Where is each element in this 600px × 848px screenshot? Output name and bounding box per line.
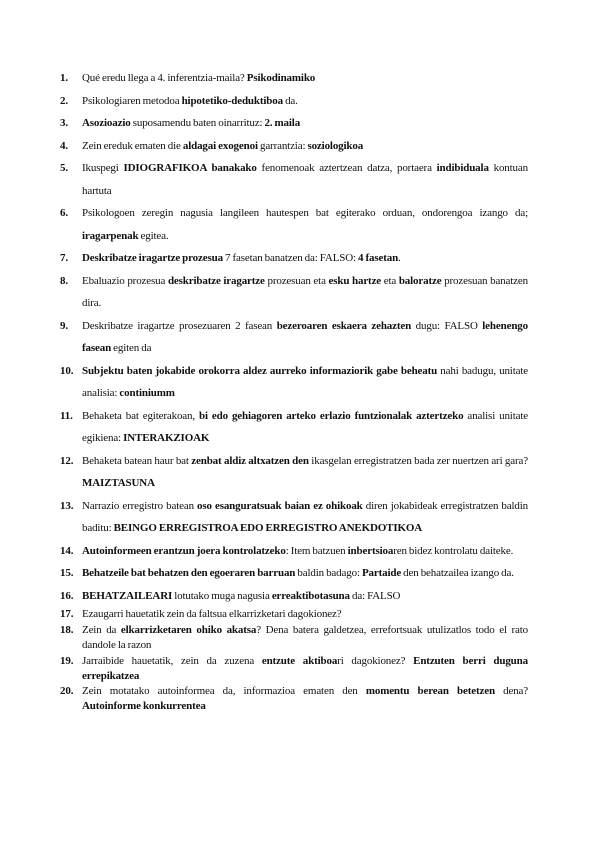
text-segment: : Item batzuen (285, 544, 348, 557)
text-segment: analisi unitate egikiena: (82, 409, 528, 444)
text-segment: ri dagokionez? (337, 654, 414, 667)
bold-answer-text: soziologikoa (307, 139, 364, 152)
text-segment: prozesuan eta (264, 274, 329, 287)
question-text (82, 624, 528, 652)
bold-answer-text: Subjektu baten jokabide orokorra aldez aurreko informaziorik gabe beheatu (82, 364, 438, 377)
question-number: 4. (60, 139, 68, 152)
question-item (60, 495, 528, 540)
text-segment: fenomenoak aztertzean datza, portaera (256, 162, 437, 174)
bold-answer-text: Psikodinamiko (246, 72, 316, 84)
text-segment: ikasgelan erregistratzen bada zer nuertzen ari gara? (308, 454, 528, 467)
bold-answer-text: Asozioazio (82, 117, 131, 129)
question-text (82, 455, 528, 490)
question-text (82, 162, 528, 197)
text-segment: Narrazio erregistro batean (82, 499, 198, 512)
bold-answer-text: baloratze (398, 274, 442, 287)
text-segment: kontuan hartuta (82, 162, 528, 197)
bold-answer-text: Behatzeile bat behatzen den egoeraren barruan (82, 567, 296, 579)
question-number: 20. (60, 684, 74, 697)
bold-answer-text: esku hartze (328, 274, 382, 287)
question-number: 17. (60, 608, 74, 620)
text-segment: Zein motatako autoinformea da, informazioa ematen den (82, 684, 366, 697)
text-segment: suposamendu baten oinarrituz: (130, 117, 265, 129)
bold-answer-text: bi edo gehiagoren arteko erlazio funtzionalak aztertzeko (199, 409, 464, 422)
text-segment: da: FALSO (349, 589, 401, 602)
text-segment: Psikologiaren metodoa (82, 94, 182, 107)
question-text (82, 207, 528, 242)
text-segment: eta (381, 274, 399, 287)
bold-answer-text: zenbat aldiz altxatzen den (191, 454, 309, 467)
text-segment: Ebaluazio prozesua (82, 274, 168, 287)
question-number: 5. (60, 162, 68, 174)
bold-answer-text: continiumm (119, 387, 175, 399)
text-segment: Zein da (82, 623, 121, 636)
text-segment: da. (282, 94, 298, 107)
bold-answer-text: indibiduala (436, 162, 489, 174)
bold-answer-text: elkarrizketaren ohiko akatsa (120, 623, 257, 636)
bold-answer-text: Deskribatze iragartze prozesua (82, 252, 223, 264)
question-item (60, 157, 528, 202)
bold-answer-text: Autoinformeen erantzun joera kontrolatzeko (82, 544, 286, 557)
text-segment: Zein ereduk ematen die (82, 139, 183, 152)
question-number: 18. (60, 623, 74, 636)
text-segment: 7 fasetan banatzen da: FALSO: (222, 252, 359, 264)
question-number: 16. (60, 589, 74, 602)
question-text (82, 365, 528, 400)
bold-answer-text: iragarpenak (82, 229, 139, 242)
text-segment: ? Dena batera galdetzea, errefortsuak utulizatlos todo el rato dandole la razon (82, 623, 528, 651)
question-number: 19. (60, 654, 74, 667)
text-segment: Behaketa bat egiterakoan, (82, 409, 199, 422)
bold-answer-text: deskribatze iragartze (167, 274, 265, 287)
text-segment: Behaketa batean haur bat (82, 454, 192, 467)
bold-answer-text: INTERAKZIOAK (123, 432, 210, 444)
question-item (60, 90, 528, 113)
text-segment: prozesuan banatzen dira. (82, 274, 528, 309)
question-item (60, 540, 528, 563)
question-number: 7. (60, 252, 68, 264)
question-item (60, 360, 528, 405)
question-number: 8. (60, 274, 68, 287)
question-item (60, 270, 528, 315)
question-text (82, 117, 300, 129)
question-item (60, 562, 528, 585)
question-text (82, 500, 528, 535)
text-segment: egitea. (138, 229, 169, 242)
bold-answer-text: entzute aktiboa (261, 654, 338, 667)
question-text (82, 545, 513, 557)
question-item (60, 247, 528, 270)
text-segment: Qué eredu llega a 4. inferentzia-maila? (82, 72, 247, 84)
bold-answer-text: BEHATZAILEARI (82, 589, 173, 602)
text-segment: Ezaugarri hauetatik zein da faltsua elkarrizketari dagokionez? (82, 608, 342, 620)
text-segment: nahi badugu, unitate analisia: (82, 364, 528, 399)
question-number: 12. (60, 454, 74, 467)
bold-answer-text: 4 fasetan (358, 252, 399, 264)
text-segment: Psikologoen zeregin nagusia langileen hautespen bat egiterako orduan, ondorengoa izango da; (82, 207, 528, 219)
bold-answer-text: lehenengo fasean (82, 319, 528, 354)
text-segment: . (398, 252, 401, 264)
text-segment: lotutako muga nagusia (172, 589, 272, 602)
question-number: 6. (60, 207, 68, 219)
question-list (60, 67, 528, 714)
question-number: 14. (60, 544, 74, 557)
question-text (82, 72, 315, 84)
question-text (82, 655, 528, 682)
text-segment: dena? (494, 684, 528, 697)
question-number: 11. (60, 409, 73, 422)
bold-answer-text: Autoinforme konkurrentea (82, 699, 206, 712)
text-segment: garrantzia: (257, 139, 308, 152)
text-segment: baldin badago: (295, 567, 362, 579)
bold-answer-text: bezeroaren eskaera zehazten (276, 319, 412, 332)
question-text (82, 140, 363, 152)
question-item (60, 450, 528, 495)
bold-answer-text: oso esanguratsuak baian ez ohikoak (197, 499, 363, 512)
text-segment: den behatzailea izango da. (401, 567, 514, 579)
question-item (60, 654, 528, 684)
question-item (60, 202, 528, 247)
bold-answer-text: Entzuten berri duguna errepikatzea (82, 654, 528, 682)
text-segment: ren bidez kontrolatu daiteke. (393, 544, 514, 557)
text-segment: egiten da (111, 342, 152, 354)
question-text (82, 410, 528, 445)
question-number: 13. (60, 499, 74, 512)
question-text (82, 252, 401, 264)
bold-answer-text: momentu berean betetzen (365, 684, 495, 697)
question-text (82, 590, 400, 602)
question-item (60, 135, 528, 158)
text-segment: dugu: FALSO (411, 319, 483, 332)
bold-answer-text: IDIOGRAFIKOA banakako (123, 162, 257, 174)
question-item (60, 112, 528, 135)
question-text (82, 275, 528, 310)
bold-answer-text: inbertsioa (347, 544, 394, 557)
question-item (60, 405, 528, 450)
question-number: 3. (60, 117, 68, 129)
question-number: 1. (60, 72, 68, 84)
question-item (60, 623, 528, 654)
question-item (60, 607, 528, 623)
question-number: 10. (60, 364, 74, 377)
text-segment: Ikuspegi (82, 162, 124, 174)
question-number: 9. (60, 319, 68, 332)
question-item (60, 684, 528, 714)
question-item (60, 315, 528, 360)
bold-answer-text: hipotetiko-deduktiboa (181, 94, 283, 107)
question-text (82, 685, 528, 712)
text-segment: Deskribatze iragartze prosezuaren 2 fasean (82, 319, 277, 332)
bold-answer-text: 2. maila (264, 117, 301, 129)
question-item (60, 585, 528, 608)
question-text (82, 608, 342, 620)
bold-answer-text: erreaktibotasuna (271, 589, 350, 602)
bold-answer-text: Partaide (361, 567, 402, 579)
question-number: 2. (60, 94, 68, 107)
text-segment: diren jokabideak erregistratzen baldin baditu: (82, 499, 528, 534)
question-number: 15. (60, 567, 74, 579)
bold-answer-text: aldagai exogenoi (182, 139, 258, 152)
bold-answer-text: MAIZTASUNA (82, 477, 155, 489)
question-item (60, 67, 528, 90)
question-text (82, 320, 528, 355)
question-text (82, 567, 514, 579)
text-segment: Jarraibide hauetatik, zein da zuzena (82, 654, 262, 667)
bold-answer-text: BEINGO ERREGISTROA EDO ERREGISTRO ANEKDOTIKOA (113, 522, 423, 534)
question-text (82, 95, 298, 107)
